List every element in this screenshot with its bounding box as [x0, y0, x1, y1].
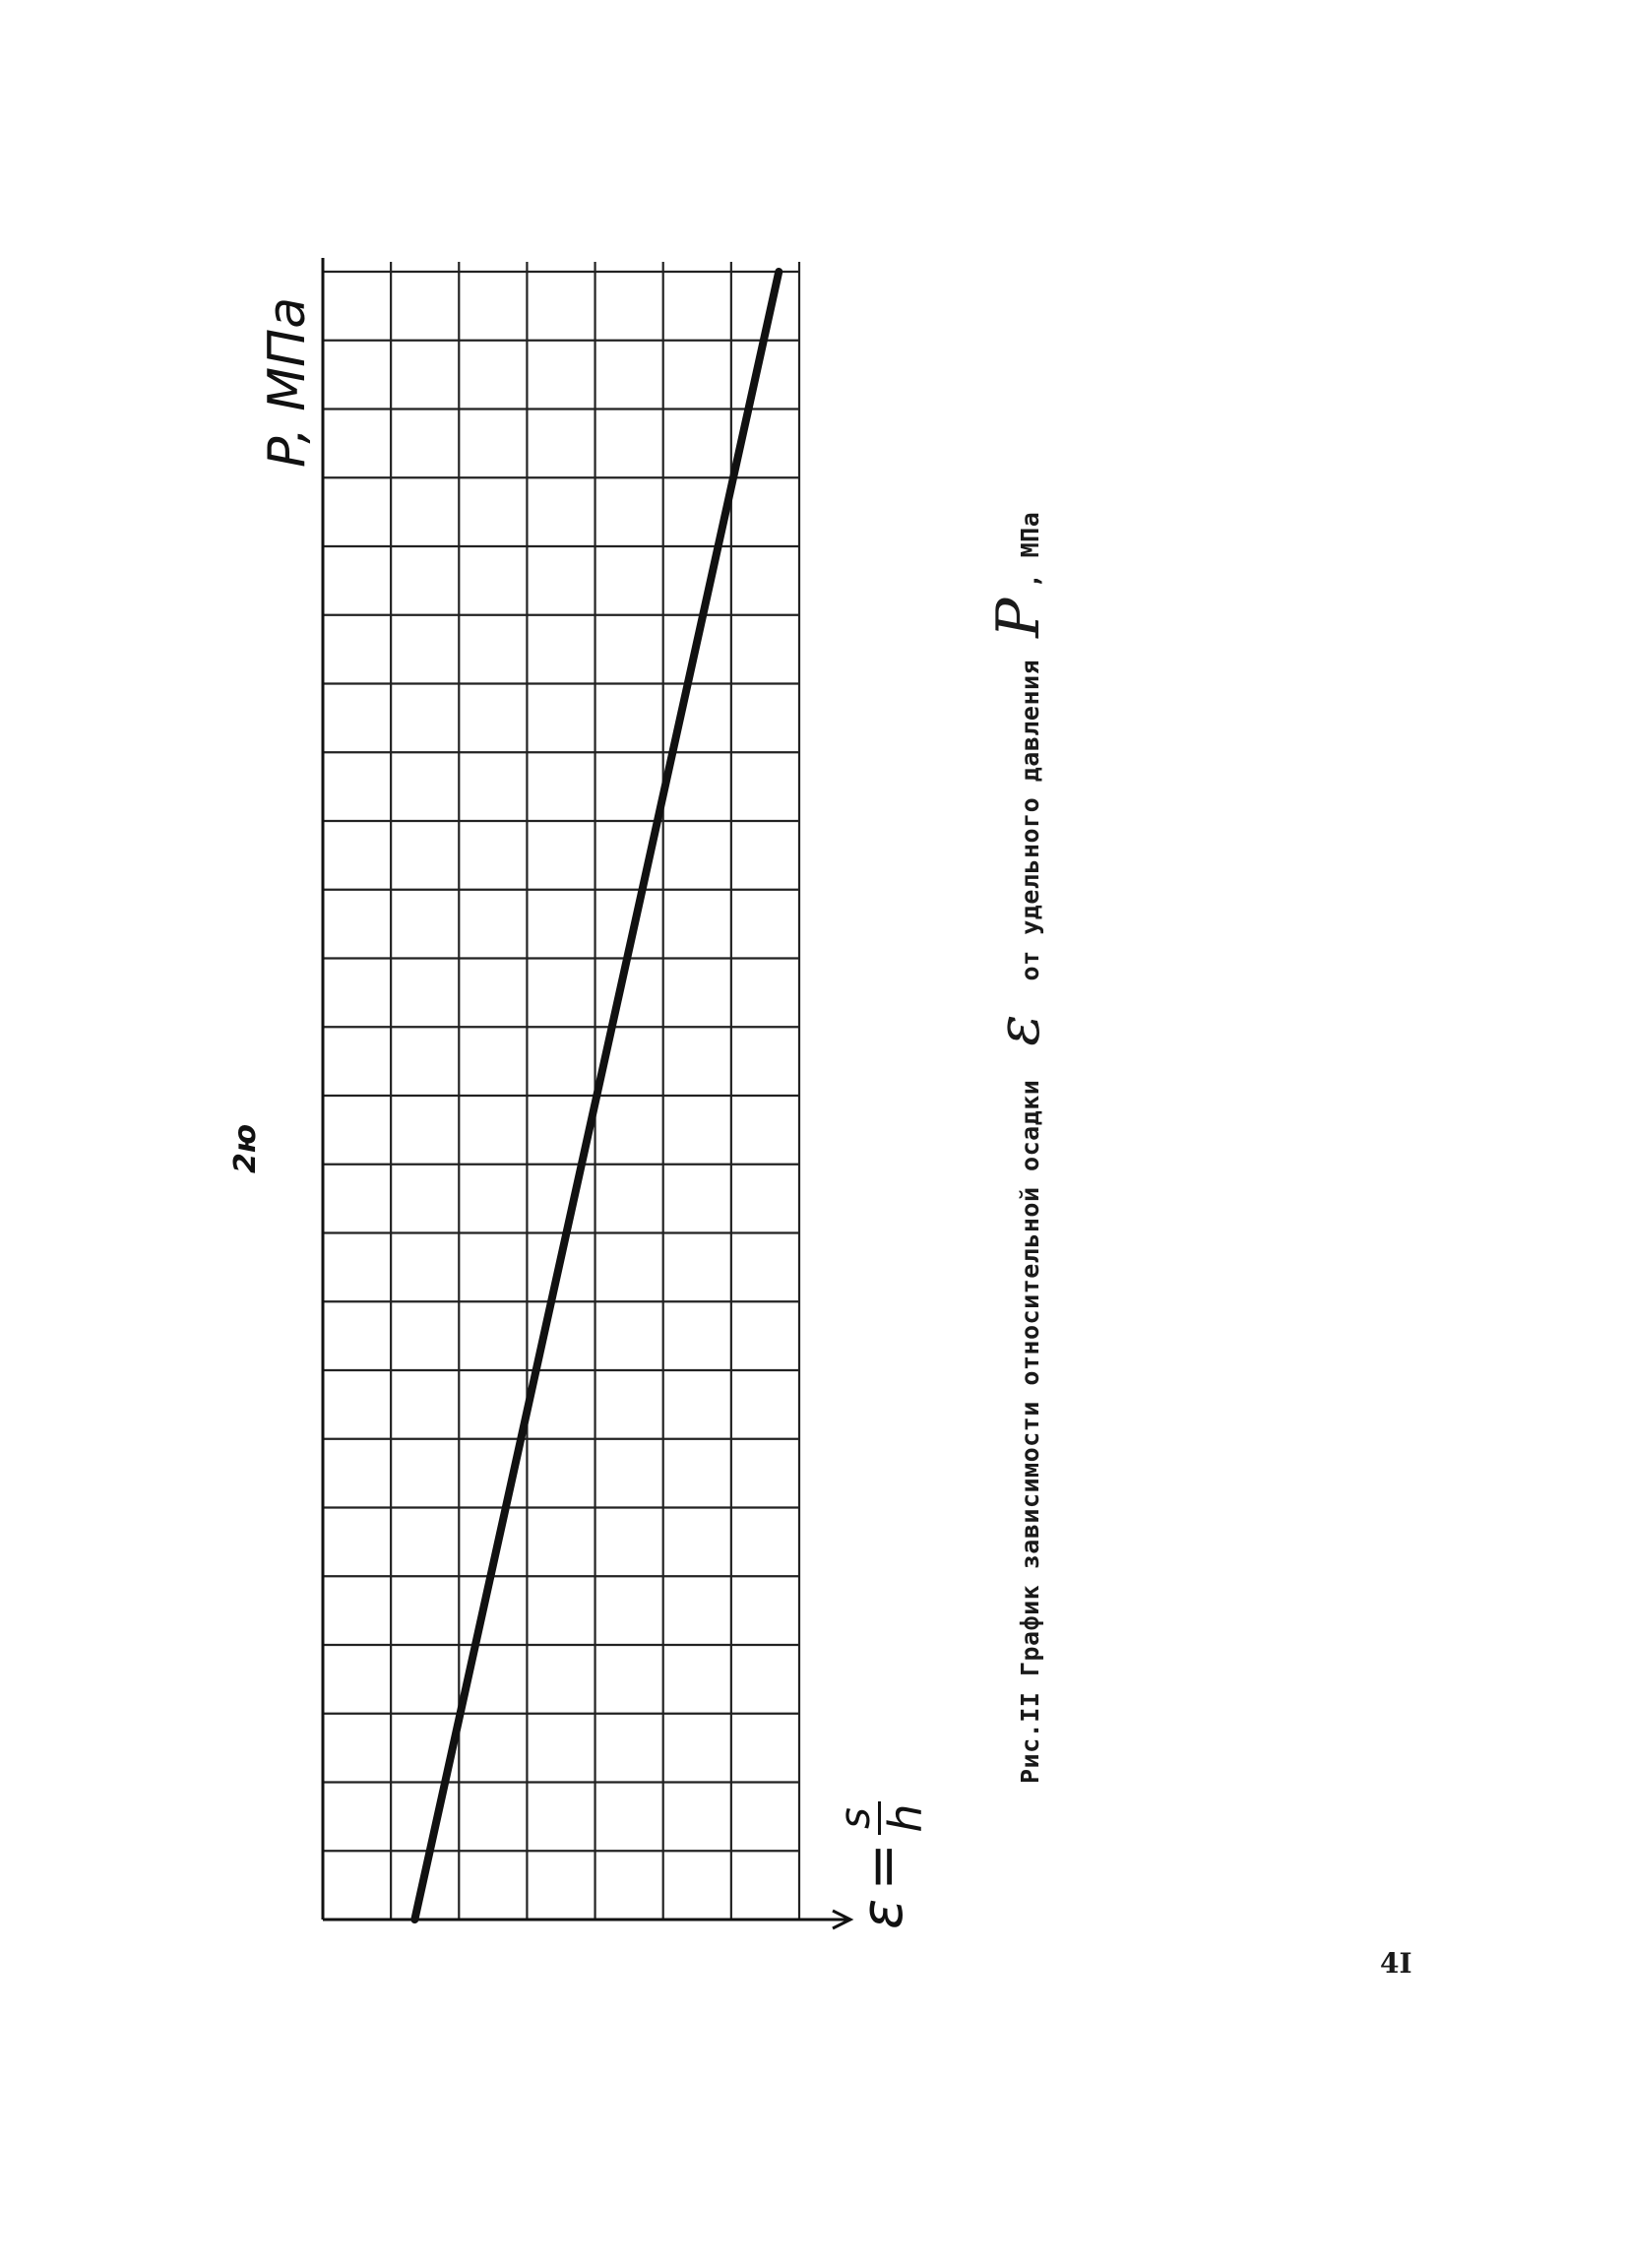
chart-axes [323, 258, 850, 1928]
epsilon-equals: = [847, 1843, 915, 1891]
epsilon-symbol: ε [847, 1898, 915, 1929]
epsilon-fraction [831, 1801, 932, 1835]
caption-middle: от удельного давления [1016, 659, 1044, 981]
epsilon-axis-label [831, 1801, 932, 1929]
caption-suffix: , МПа [1016, 511, 1044, 589]
fraction-denominator: h [879, 1803, 932, 1833]
p-axis-label [258, 297, 317, 468]
caption-epsilon-symbol: ε [984, 1014, 1053, 1046]
fraction-numerator: s [835, 1801, 881, 1835]
margin-note-text: 2ю [228, 1123, 263, 1173]
margin-note [228, 1124, 263, 1173]
caption-prefix: Рис.II График зависимости относительной осадки [1016, 1079, 1044, 1784]
page-number: 4I [1380, 1947, 1412, 1980]
figure-caption [984, 512, 1053, 1784]
p-axis-label-text: P, МПа [258, 296, 317, 468]
caption-p-symbol: P [984, 598, 1053, 638]
